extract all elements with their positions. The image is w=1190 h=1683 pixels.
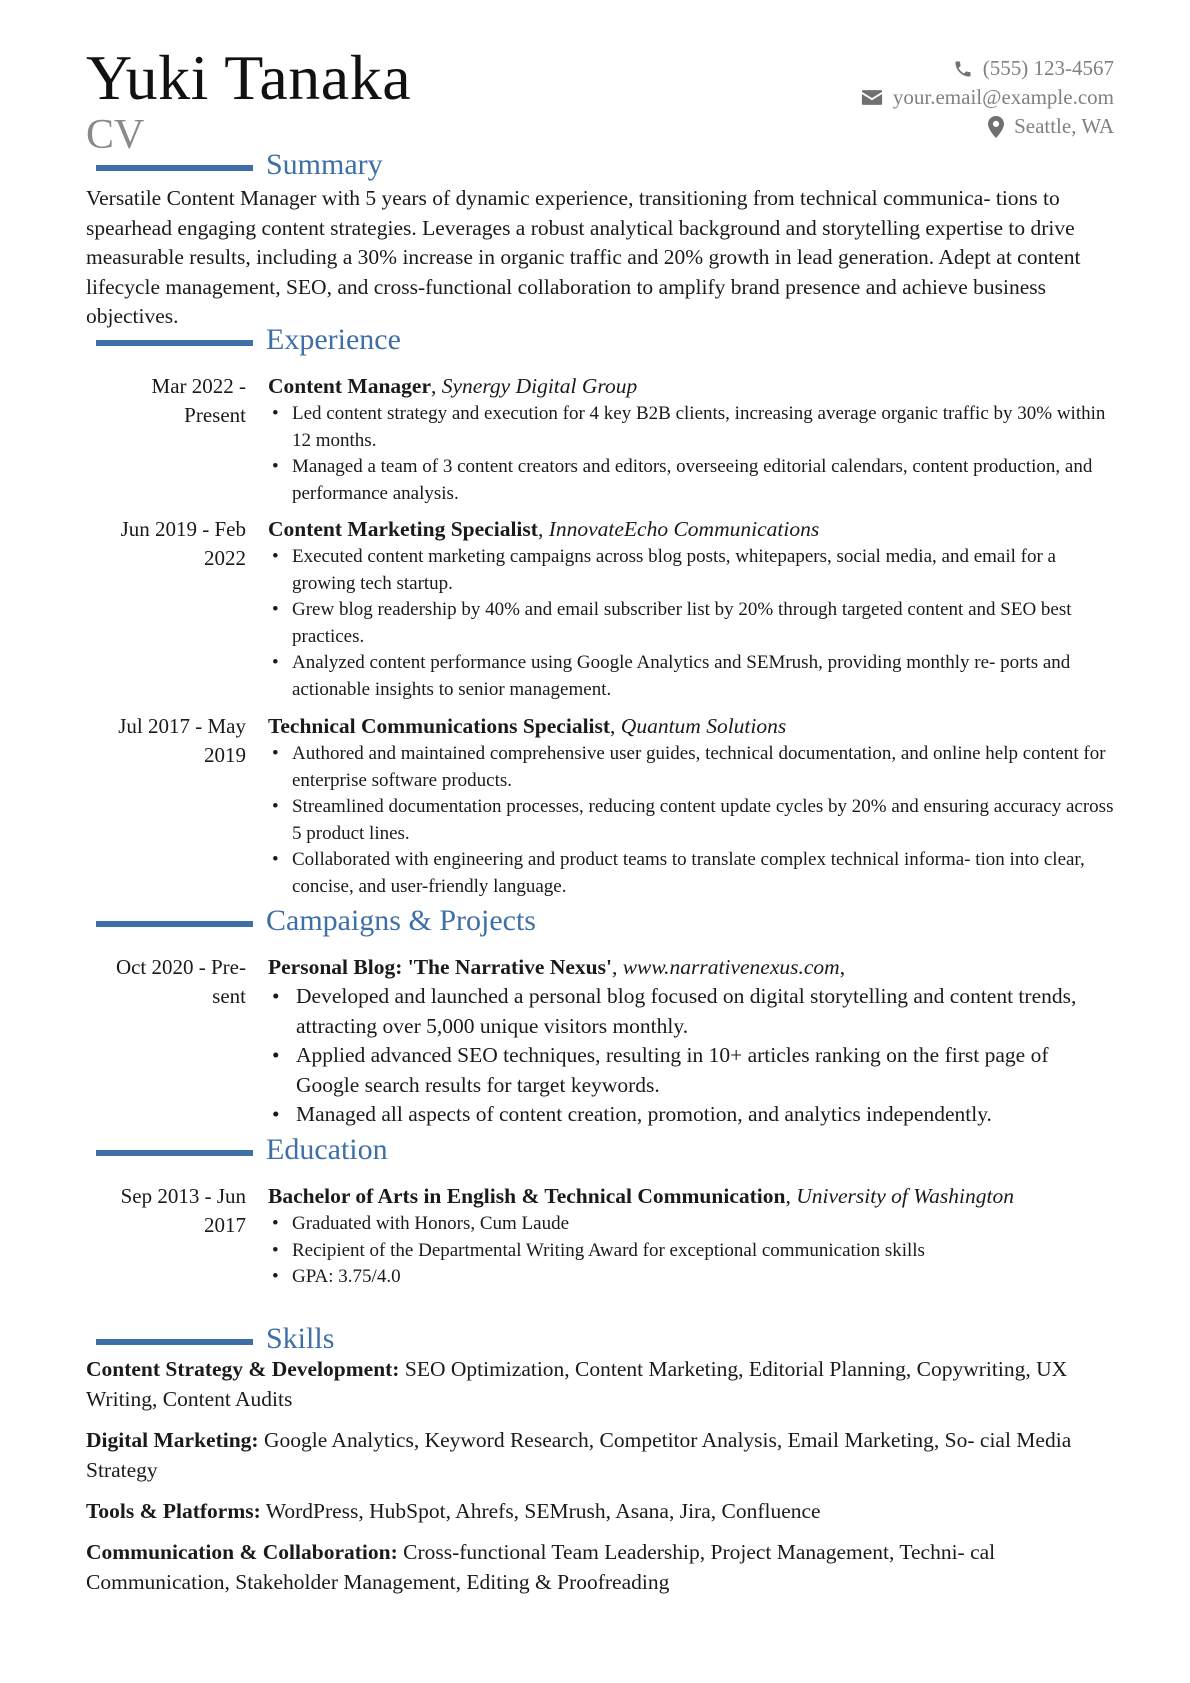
- section-title: Education: [266, 1133, 388, 1166]
- entry-bullets: [268, 741, 1116, 900]
- bullet-item: • Grew blog readership by 40% and email subscriber list by 20% through targeted content and SEO best practices.: [268, 597, 1116, 650]
- entry-title: Content Manager, Synergy Digital Group: [268, 374, 638, 398]
- bullet-item: • Recipient of the Departmental Writing Award for exceptional communication skills: [268, 1238, 1116, 1265]
- degree-title: Bachelor of Arts in English & Technical Communication: [268, 1184, 786, 1208]
- heading-rule: [96, 340, 253, 346]
- entry-bullets: [268, 982, 1116, 1130]
- entry-content: [268, 953, 1116, 1130]
- section-title: Skills: [266, 1322, 335, 1355]
- entry-date: Mar 2022 - Present: [151, 374, 246, 427]
- bullet-item: • Executed content marketing campaigns across blog posts, whitepapers, social media, and email for a growing tech startup.: [268, 544, 1116, 597]
- map-marker-icon: [988, 116, 1004, 138]
- bullet-item: • Analyzed content performance using Google Analytics and SEMrush, providing monthly re- ports and actionable insights to senior management.: [268, 650, 1116, 703]
- skill-items: SEO Optimization, Content Marketing, Editorial Planning, Copywriting, UX Writing, Content Audits: [86, 1357, 1068, 1411]
- bullet-item: • Led content strategy and execution for 4 key B2B clients, increasing average organic traffic by 30% within 12 months.: [268, 401, 1116, 454]
- entry-date: Oct 2020 - Pre- sent: [115, 955, 246, 1008]
- heading-rule: [96, 921, 253, 927]
- project-url-link[interactable]: www.narrativenexus.com: [622, 955, 840, 979]
- entry-title: Content Marketing Specialist, InnovateEcho Communications: [268, 517, 820, 541]
- bullet-item: • Managed all aspects of content creation, promotion, and analytics independently.: [268, 1100, 1116, 1130]
- entry-content: [268, 712, 1116, 900]
- entry-bullets: [268, 401, 1116, 507]
- location-text: Seattle, WA: [1014, 114, 1114, 138]
- skill-label: Content Strategy & Development:: [86, 1357, 400, 1381]
- phone-icon: [953, 59, 973, 79]
- entry-content: [268, 1182, 1116, 1291]
- skill-label: Communication & Collaboration:: [86, 1540, 398, 1564]
- entry-date: Sep 2013 - Jun 2017: [120, 1184, 246, 1237]
- entry-bullets: [268, 1211, 1116, 1291]
- skill-label: Digital Marketing:: [86, 1428, 259, 1452]
- job-title: Content Manager: [268, 374, 432, 398]
- skill-group: [86, 1426, 1116, 1485]
- entry-title: Technical Communications Specialist, Quantum Solutions: [268, 714, 787, 738]
- bullet-item: • Graduated with Honors, Cum Laude: [268, 1211, 1116, 1238]
- entry-content: [268, 372, 1116, 507]
- skill-items: Cross-functional Team Leadership, Project Management, Techni- cal Communication, Stakeholder Management, Editing & Proofreading: [86, 1540, 996, 1594]
- bullet-item: • Collaborated with engineering and product teams to translate complex technical informa- tion into clear, concise, and user-friendly language.: [268, 847, 1116, 900]
- document-subtitle: CV: [86, 112, 145, 158]
- bullet-item: • Developed and launched a personal blog focused on digital storytelling and content trends, attracting over 5,000 unique visitors monthly.: [268, 982, 1116, 1041]
- section-title: Experience: [266, 323, 401, 356]
- section-title: Campaigns & Projects: [266, 904, 536, 937]
- contact-block: [861, 54, 1114, 141]
- heading-rule: [96, 165, 253, 171]
- section-title: Summary: [266, 148, 383, 181]
- project-title: Personal Blog: 'The Narrative Nexus': [268, 955, 612, 979]
- skill-group: [86, 1355, 1116, 1414]
- bullet-item: • Applied advanced SEO techniques, resulting in 10+ articles ranking on the first page of Google search results for target keywords.: [268, 1041, 1116, 1100]
- job-org: Synergy Digital Group: [441, 374, 638, 398]
- bullet-item: • Managed a team of 3 content creators and editors, overseeing editorial calendars, content production, and performance analysis.: [268, 454, 1116, 507]
- entry-bullets: [268, 544, 1116, 703]
- skill-items: Google Analytics, Keyword Research, Competitor Analysis, Email Marketing, So- cial Media Strategy: [86, 1428, 1072, 1482]
- job-title: Technical Communications Specialist: [268, 714, 611, 738]
- envelope-icon: [861, 89, 883, 106]
- bullet-item: • Authored and maintained comprehensive user guides, technical documentation, and online help content for enterprise software products.: [268, 741, 1116, 794]
- summary-text: Versatile Content Manager with 5 years of dynamic experience, transitioning from technical communica- tions to spearhead engaging content strategies. Leverages a robust analytical background and storytelling expertise to drive measurable results, including a 30% increase in organic traffic and 20% growth in lead generation. Adept at content lifecycle management, SEO, and cross-functional collaboration to amplify brand presence and achieve business objectives.: [86, 186, 1081, 328]
- bullet-item: • Streamlined documentation processes, reducing content update cycles by 20% and ensuring accuracy across 5 product lines.: [268, 794, 1116, 847]
- heading-rule: [96, 1339, 253, 1345]
- candidate-name: Yuki Tanaka: [86, 42, 412, 113]
- skill-group: [86, 1538, 1116, 1597]
- entry-title: Personal Blog: 'The Narrative Nexus', www.narrativenexus.com,: [268, 955, 846, 979]
- job-org: InnovateEcho Communications: [548, 517, 820, 541]
- entry-date: Jun 2019 - Feb 2022: [120, 517, 246, 570]
- phone-text: (555) 123-4567: [982, 56, 1114, 80]
- skill-label: Tools & Platforms:: [86, 1499, 261, 1523]
- contact-email[interactable]: [861, 83, 1114, 112]
- job-title: Content Marketing Specialist: [268, 517, 538, 541]
- email-text: your.email@example.com: [892, 85, 1114, 109]
- skill-group: [86, 1497, 1116, 1527]
- contact-location: [861, 112, 1114, 141]
- heading-rule: [96, 1150, 253, 1156]
- contact-phone[interactable]: [861, 54, 1114, 83]
- bullet-item: • GPA: 3.75/4.0: [268, 1264, 1116, 1291]
- school-name: University of Washington: [796, 1184, 1014, 1208]
- job-org: Quantum Solutions: [620, 714, 787, 738]
- entry-date: Jul 2017 - May 2019: [118, 714, 246, 767]
- entry-content: [268, 515, 1116, 703]
- skill-items: WordPress, HubSpot, Ahrefs, SEMrush, Asana, Jira, Confluence: [265, 1499, 821, 1523]
- entry-title: Bachelor of Arts in English & Technical Communication, University of Washington: [268, 1184, 1014, 1208]
